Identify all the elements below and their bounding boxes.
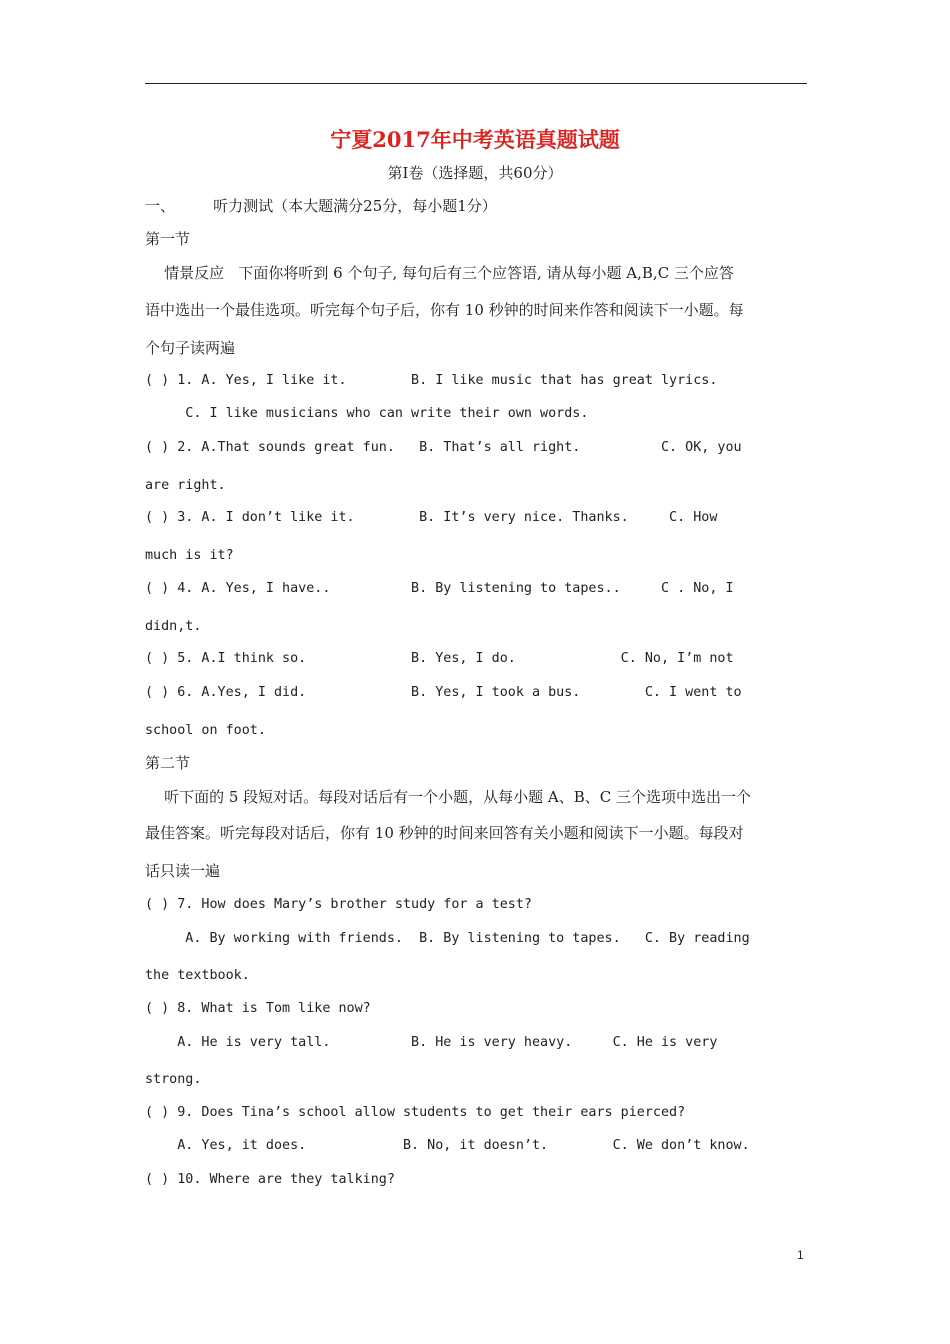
question-6-line2: school on foot. — [145, 723, 266, 738]
question-1-line1: ( ) 1. A. Yes, I like it. B. I like music that has great lyrics. — [145, 373, 718, 388]
question-8-line3: strong. — [145, 1072, 202, 1087]
question-8-line1: ( ) 8. What is Tom like now? — [145, 1001, 371, 1016]
question-7-line1: ( ) 7. How does Mary’s brother study for a test? — [145, 897, 532, 912]
question-6-line1: ( ) 6. A.Yes, I did. B. Yes, I took a bus. C. I went to — [145, 685, 742, 700]
question-1-line2: C. I like musicians who can write their own words. — [145, 406, 589, 421]
section1-instruction-line3: 个句子读两遍 — [145, 339, 236, 357]
question-4-line2: didn,t. — [145, 619, 202, 634]
section2-instruction-line1: 听下面的 5 段短对话。每段对话后有一个小题，从每小题 A、B、C 三个选项中选出一个 — [145, 788, 752, 806]
question-2-line2: are right. — [145, 478, 226, 493]
question-7-line2: A. By working with friends. B. By listening to tapes. C. By reading — [145, 931, 750, 946]
question-10-line1: ( ) 10. Where are they talking? — [145, 1172, 395, 1187]
section2-instruction-line2: 最佳答案。听完每段对话后，你有 10 秒钟的时间来回答有关小题和阅读下一小题。每段对 — [145, 824, 744, 842]
question-8-line2: A. He is very tall. B. He is very heavy. C. He is very — [145, 1035, 718, 1050]
section2-instruction-line3: 话只读一遍 — [145, 862, 221, 880]
part1-heading: 一、 听力测试（本大题满分25分，每小题1分） — [145, 197, 497, 215]
header-rule — [145, 83, 807, 84]
question-4-line1: ( ) 4. A. Yes, I have.. B. By listening to tapes.. C . No, I — [145, 581, 734, 596]
page-number: 1 — [797, 1248, 804, 1262]
question-2-line1: ( ) 2. A.That sounds great fun. B. That’s all right. C. OK, you — [145, 440, 742, 455]
question-3-line2: much is it? — [145, 548, 234, 563]
section1-instruction-line2: 语中选出一个最佳选项。听完每个句子后，你有 10 秒钟的时间来作答和阅读下一小题。每 — [145, 301, 744, 319]
page-title: 宁夏2017年中考英语真题试题 — [330, 127, 620, 152]
section2-heading: 第二节 — [145, 754, 191, 772]
page-subtitle: 第Ⅰ卷（选择题，共60分） — [387, 164, 563, 182]
question-9-line2: A. Yes, it does. B. No, it doesn’t. C. We don’t know. — [145, 1138, 750, 1153]
question-9-line1: ( ) 9. Does Tina’s school allow students to get their ears pierced? — [145, 1105, 686, 1120]
question-5-line1: ( ) 5. A.I think so. B. Yes, I do. C. No, I’m not — [145, 651, 734, 666]
question-3-line1: ( ) 3. A. I don’t like it. B. It’s very nice. Thanks. C. How — [145, 510, 718, 525]
section1-instruction-line1: 情景反应 下面你将听到 6 个句子, 每句后有三个应答语, 请从每小题 A,B,C 三个应答 — [145, 264, 734, 282]
question-7-line3: the textbook. — [145, 968, 250, 983]
section1-heading: 第一节 — [145, 230, 191, 248]
